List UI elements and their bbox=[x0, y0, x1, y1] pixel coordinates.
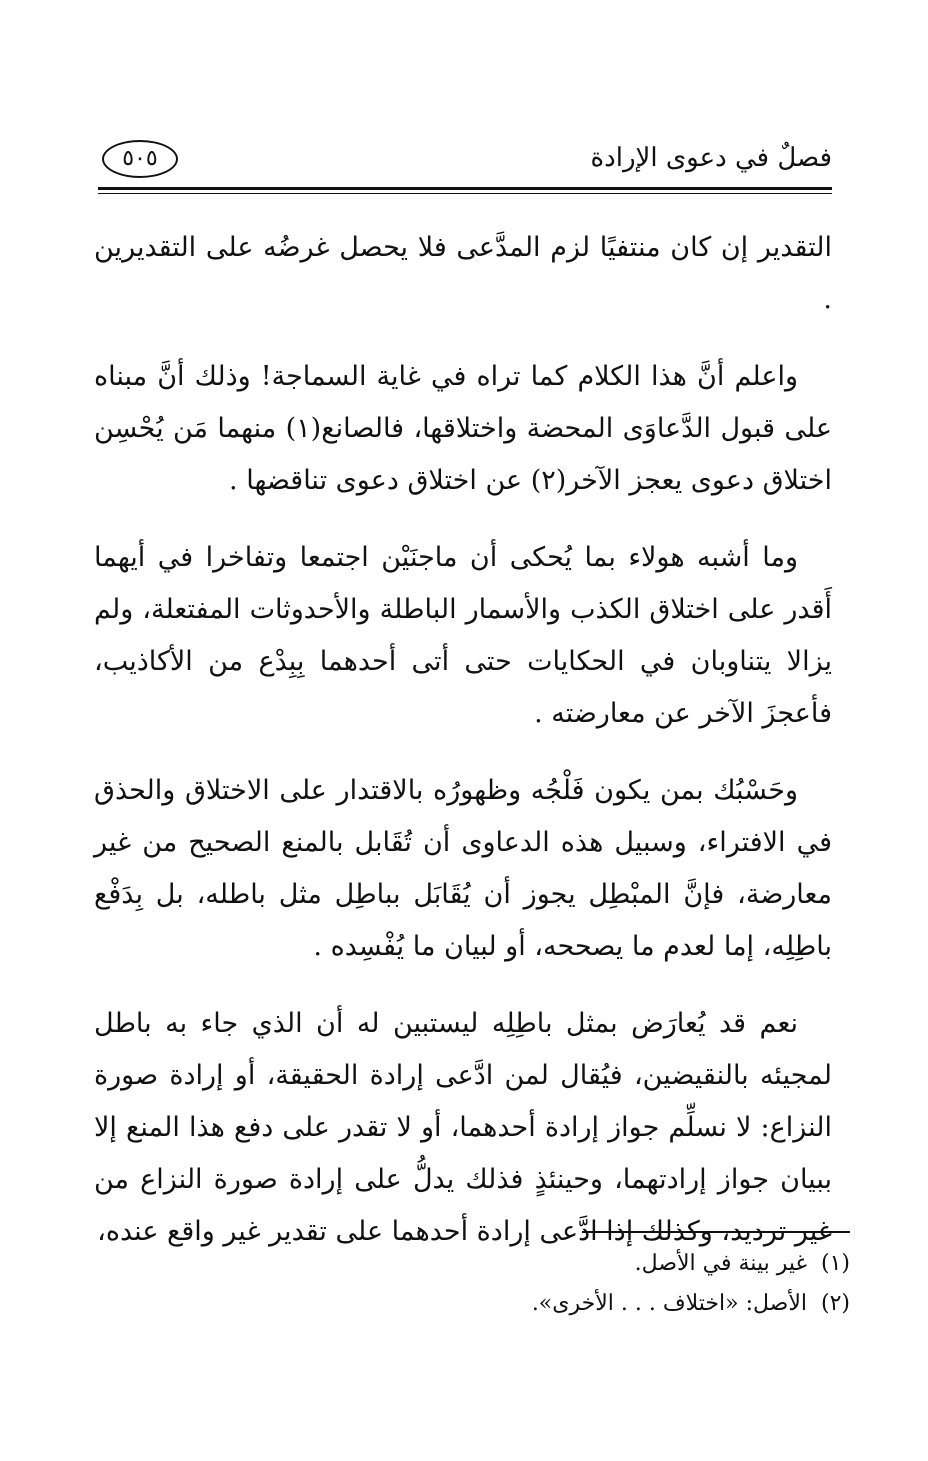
paragraph: واعلم أنَّ هذا الكلام كما تراه في غاية السماجة! وذلك أنَّ مبناه على قبول الدَّعاوَى المحضة واختلاقها، فالصانع(١) منهما مَن يُحْسِن اختلاق دعوى يعجز الآخر(٢) عن اختلاق دعوى تناقضها . bbox=[94, 361, 832, 496]
footnotes bbox=[90, 1244, 850, 1324]
running-title: فصلٌ في دعوى الإرادة bbox=[590, 143, 832, 173]
footnote bbox=[90, 1284, 850, 1324]
header-rule-thin bbox=[98, 193, 832, 194]
page-number: ٥٠٥ bbox=[102, 140, 178, 178]
paragraph: التقدير إن كان منتفيًا لزم المدَّعى فلا يحصل غرضُه على التقديرين . bbox=[94, 232, 832, 315]
paragraph: وما أشبه هولاء بما يُحكى أن ماجنَيْن اجتمعا وتفاخرا في أيهما أَقدر على اختلاق الكذب والأسمار الباطلة والأحدوثات المفتعلة، ولم يزالا يتناوبان في الحكايات حتى أتى أحدهما بِبِدْع من الأكاذيب، فأعجزَ الآخر عن معارضته . bbox=[94, 542, 832, 729]
paragraph: وحَسْبُك بمن يكون فَلْجُه وظهورُه بالاقتدار على الاختلاق والحذق في الافتراء، وسبيل هذه الدعاوى أن تُقَابل بالمنع الصحيح من غير معارضة، فإنَّ المبْطِل يجوز أن يُقَابَل بباطِل مثل باطله، بل بِدَفْع باطِلِه، إما لعدم ما يصححه، أو لبيان ما يُفْسِده . bbox=[94, 775, 832, 962]
footnote-number: (١) bbox=[820, 1251, 850, 1276]
page-header bbox=[98, 138, 832, 182]
paragraph: نعم قد يُعارَض بمثل باطِلِه ليستبين له أن الذي جاء به باطل لمجيئه بالنقيضين، فيُقال لمن ادَّعى إرادة الحقيقة، أو إرادة صورة النزاع: لا نسلِّم جواز إرادة أحدهما، أو لا تقدر على دفع هذا المنع إلا ببيان جواز إرادتهما، وحينئذٍ فذلك يدلُّ على إرادة صورة النزاع من غير ترديد، وكذلك إذا ادَّعى إرادة أحدهما على تقدير غير واقع عنده، bbox=[94, 1008, 832, 1247]
main-text bbox=[94, 222, 832, 1283]
footnote-number: (٢) bbox=[820, 1291, 850, 1316]
header-rule-thick bbox=[98, 187, 832, 190]
footnote-text: غير بينة في الأصل. bbox=[634, 1251, 807, 1276]
footnote-separator bbox=[582, 1231, 850, 1233]
footnote-text: الأصل: «اختلاف . . . الأخرى». bbox=[531, 1291, 807, 1316]
footnote bbox=[90, 1244, 850, 1284]
